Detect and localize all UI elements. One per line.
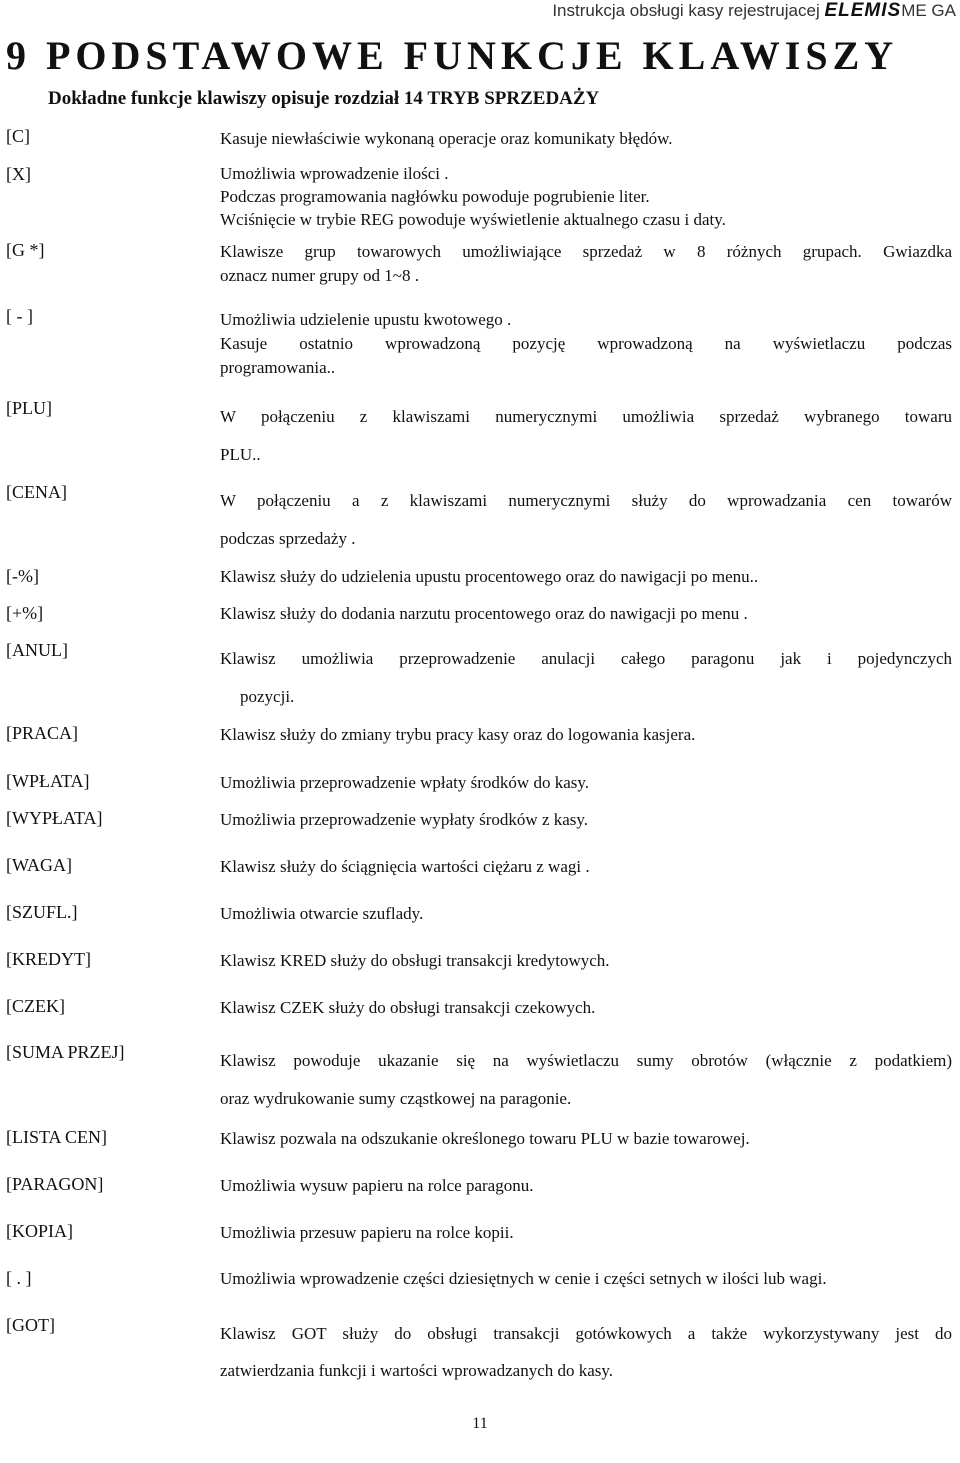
key-waga: [WAGA] [6,855,72,875]
running-header [552,0,956,22]
key-czek: [CZEK] [6,996,65,1016]
desc-percent-plus: Klawisz służy do dodania narzutu procentowego oraz do nawigacji po menu . [220,604,748,623]
key-minus: [ - ] [6,306,33,326]
key-lista-cen: [LISTA CEN] [6,1127,108,1147]
desc-szufl: Umożliwia otwarcie szuflady. [220,904,424,923]
key-g: [G *] [6,240,45,260]
key-x: [X] [6,164,31,184]
desc-wplata: Umożliwia przeprowadzenie wpłaty środków do kasy. [220,773,590,792]
header-model: ME GA [901,1,956,20]
key-plu: [PLU] [6,398,52,418]
desc-paragon: Umożliwia wysuw papieru na rolce paragonu. [220,1176,534,1195]
desc-dot: Umożliwia wprowadzenie części dziesiętnych w cenie i części setnych w ilości lub wagi. [220,1269,827,1288]
key-got: [GOT] [6,1315,55,1335]
desc-c: Kasuje niewłaściwie wykonaną operacje oraz komunikaty błędów. [220,129,673,148]
desc-plu: W połączeniu z klawiszami numerycznymi umożliwia sprzedaż wybranego towaru PLU.. [220,407,952,464]
key-kopia: [KOPIA] [6,1221,73,1241]
key-szufl: [SZUFL.] [6,902,78,922]
desc-minus: Umożliwia udzielenie upustu kwotowego . Kasuje ostatnio wprowadzoną pozycję wprowadzoną na wyświetlaczu podczas programowania.. [220,310,952,377]
key-paragon: [PARAGON] [6,1174,104,1194]
desc-percent-minus: Klawisz służy do udzielenia upustu procentowego oraz do nawigacji po menu.. [220,567,759,586]
brand-logo: ELEMIS [824,0,902,21]
key-praca: [PRACA] [6,723,79,743]
key-kredyt: [KREDYT] [6,949,91,969]
chapter-subtitle: Dokładne funkcje klawiszy opisuje rozdział 14 TRYB SPRZEDAŻY [48,88,600,109]
key-percent-minus: [-%] [6,566,39,586]
desc-praca: Klawisz służy do zmiany trybu pracy kasy oraz do logowania kasjera. [220,725,696,744]
desc-cena: W połączeniu a z klawiszami numerycznymi służy do wprowadzania cen towarów podczas sprzedaży . [220,491,952,548]
desc-suma-przej: Klawisz powoduje ukazanie się na wyświetlaczu sumy obrotów (włącznie z podatkiem) oraz wydrukowanie sumy cząstkowej na paragonie. [220,1051,952,1108]
desc-kopia: Umożliwia przesuw papieru na rolce kopii. [220,1223,514,1242]
desc-czek: Klawisz CZEK służy do obsługi transakcji czekowych. [220,998,596,1017]
header-prefix: Instrukcja obsługi kasy rejestrujacej [552,1,820,20]
desc-got: Klawisz GOT służy do obsługi transakcji gotówkowych a także wykorzystywany jest do zatwierdzania funkcji i wartości wprowadzanych do kasy. [220,1324,952,1380]
key-wplata: [WPŁATA] [6,771,90,791]
desc-x: Umożliwia wprowadzenie ilości . Podczas programowania nagłówku powoduje pogrubienie liter. Wciśnięcie w trybie REG powoduje wyświetlenie aktualnego czasu i daty. [220,164,726,229]
page-number: 11 [472,1415,488,1432]
desc-kredyt: Klawisz KRED służy do obsługi transakcji kredytowych. [220,951,610,970]
key-wyplata: [WYPŁATA] [6,808,103,828]
key-cena: [CENA] [6,482,67,502]
key-percent-plus: [+%] [6,603,44,623]
key-c: [C] [6,126,30,146]
desc-anul: Klawisz umożliwia przeprowadzenie anulacji całego paragonu jak i pojedynczych pozycji. [220,649,952,706]
desc-lista-cen: Klawisz pozwala na odszukanie określonego towaru PLU w bazie towarowej. [220,1129,750,1148]
key-suma-przej: [SUMA PRZEJ] [6,1042,125,1062]
key-anul: [ANUL] [6,640,68,660]
desc-wyplata: Umożliwia przeprowadzenie wypłaty środków z kasy. [220,810,589,829]
key-dot: [ . ] [6,1268,32,1288]
desc-g: Klawisze grup towarowych umożliwiające sprzedaż w 8 różnych grupach. Gwiazdka oznacz numer grupy od 1~8 . [220,242,952,285]
chapter-title: 9 PODSTAWOWE FUNKCJE KLAWISZY [6,33,899,78]
desc-waga: Klawisz służy do ściągnięcia wartości ciężaru z wagi . [220,857,590,876]
